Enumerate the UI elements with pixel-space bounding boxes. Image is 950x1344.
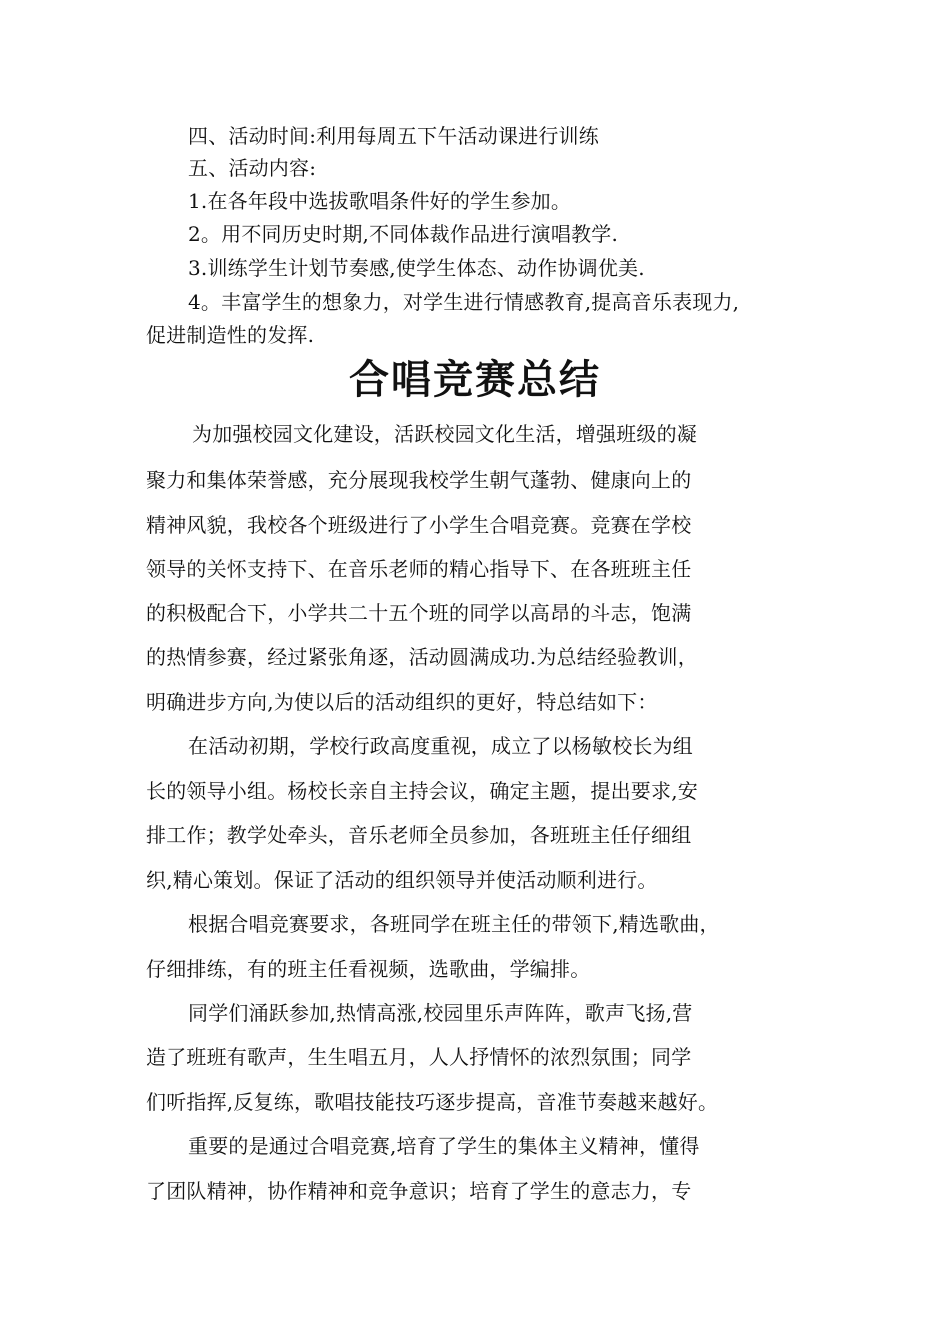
summary-line: 仔细排练，有的班主任看视频，选歌曲，学编排。 xyxy=(146,957,591,981)
plan-line: 1.在各年段中选拔歌唱条件好的学生参加。 xyxy=(188,189,572,213)
summary-line: 精神风貌，我校各个班级进行了小学生合唱竞赛。竞赛在学校 xyxy=(146,513,692,537)
summary-line: 排工作；教学处牵头，音乐老师全员参加，各班班主任仔细组 xyxy=(146,823,692,847)
plan-line: 五、活动内容: xyxy=(188,156,317,180)
summary-line: 为加强校园文化建设，活跃校园文化生活，增强班级的凝 xyxy=(192,422,697,446)
summary-line: 明确进步方向,为使以后的活动组织的更好，特总结如下： xyxy=(146,690,658,714)
summary-line: 在活动初期，学校行政高度重视，成立了以杨敏校长为组 xyxy=(188,734,693,758)
summary-line: 的热情参赛，经过紧张角逐，活动圆满成功.为总结经验教训， xyxy=(146,645,698,669)
summary-line: 们听指挥,反复练，歌唱技能技巧逐步提高，音准节奏越来越好。 xyxy=(146,1090,719,1114)
page-title: 合唱竞赛总结 xyxy=(349,356,601,403)
summary-line: 领导的关怀支持下、在音乐老师的精心指导下、在各班班主任 xyxy=(146,557,692,581)
summary-line: 聚力和集体荣誉感，充分展现我校学生朝气蓬勃、健康向上的 xyxy=(146,468,692,492)
plan-line: 3.训练学生计划节奏感,使学生体态、动作协调优美. xyxy=(188,256,645,280)
summary-line: 长的领导小组。杨校长亲自主持会议，确定主题，提出要求,安 xyxy=(146,779,698,803)
summary-line: 根据合唱竞赛要求，各班同学在班主任的带领下,精选歌曲， xyxy=(188,912,720,936)
summary-line: 造了班班有歌声，生生唱五月，人人抒情怀的浓烈氛围；同学 xyxy=(146,1045,692,1069)
summary-line: 的积极配合下，小学共二十五个班的同学以高昂的斗志，饱满 xyxy=(146,601,692,625)
plan-line: 四、活动时间:利用每周五下午活动课进行训练 xyxy=(188,124,599,148)
plan-line: 促进制造性的发挥. xyxy=(146,323,315,347)
plan-line: 2。用不同历史时期,不同体裁作品进行演唱教学. xyxy=(188,222,619,246)
summary-line: 织,精心策划。保证了活动的组织领导并使活动顺利进行。 xyxy=(146,868,658,892)
summary-line: 了团队精神，协作精神和竞争意识；培育了学生的意志力，专 xyxy=(146,1179,692,1203)
plan-line: 4。丰富学生的想象力，对学生进行情感教育,提高音乐表现力, xyxy=(188,290,740,314)
summary-line: 同学们涌跃参加,热情高涨,校园里乐声阵阵，歌声飞扬,营 xyxy=(188,1001,693,1025)
summary-line: 重要的是通过合唱竞赛,培育了学生的集体主义精神，懂得 xyxy=(188,1134,700,1158)
